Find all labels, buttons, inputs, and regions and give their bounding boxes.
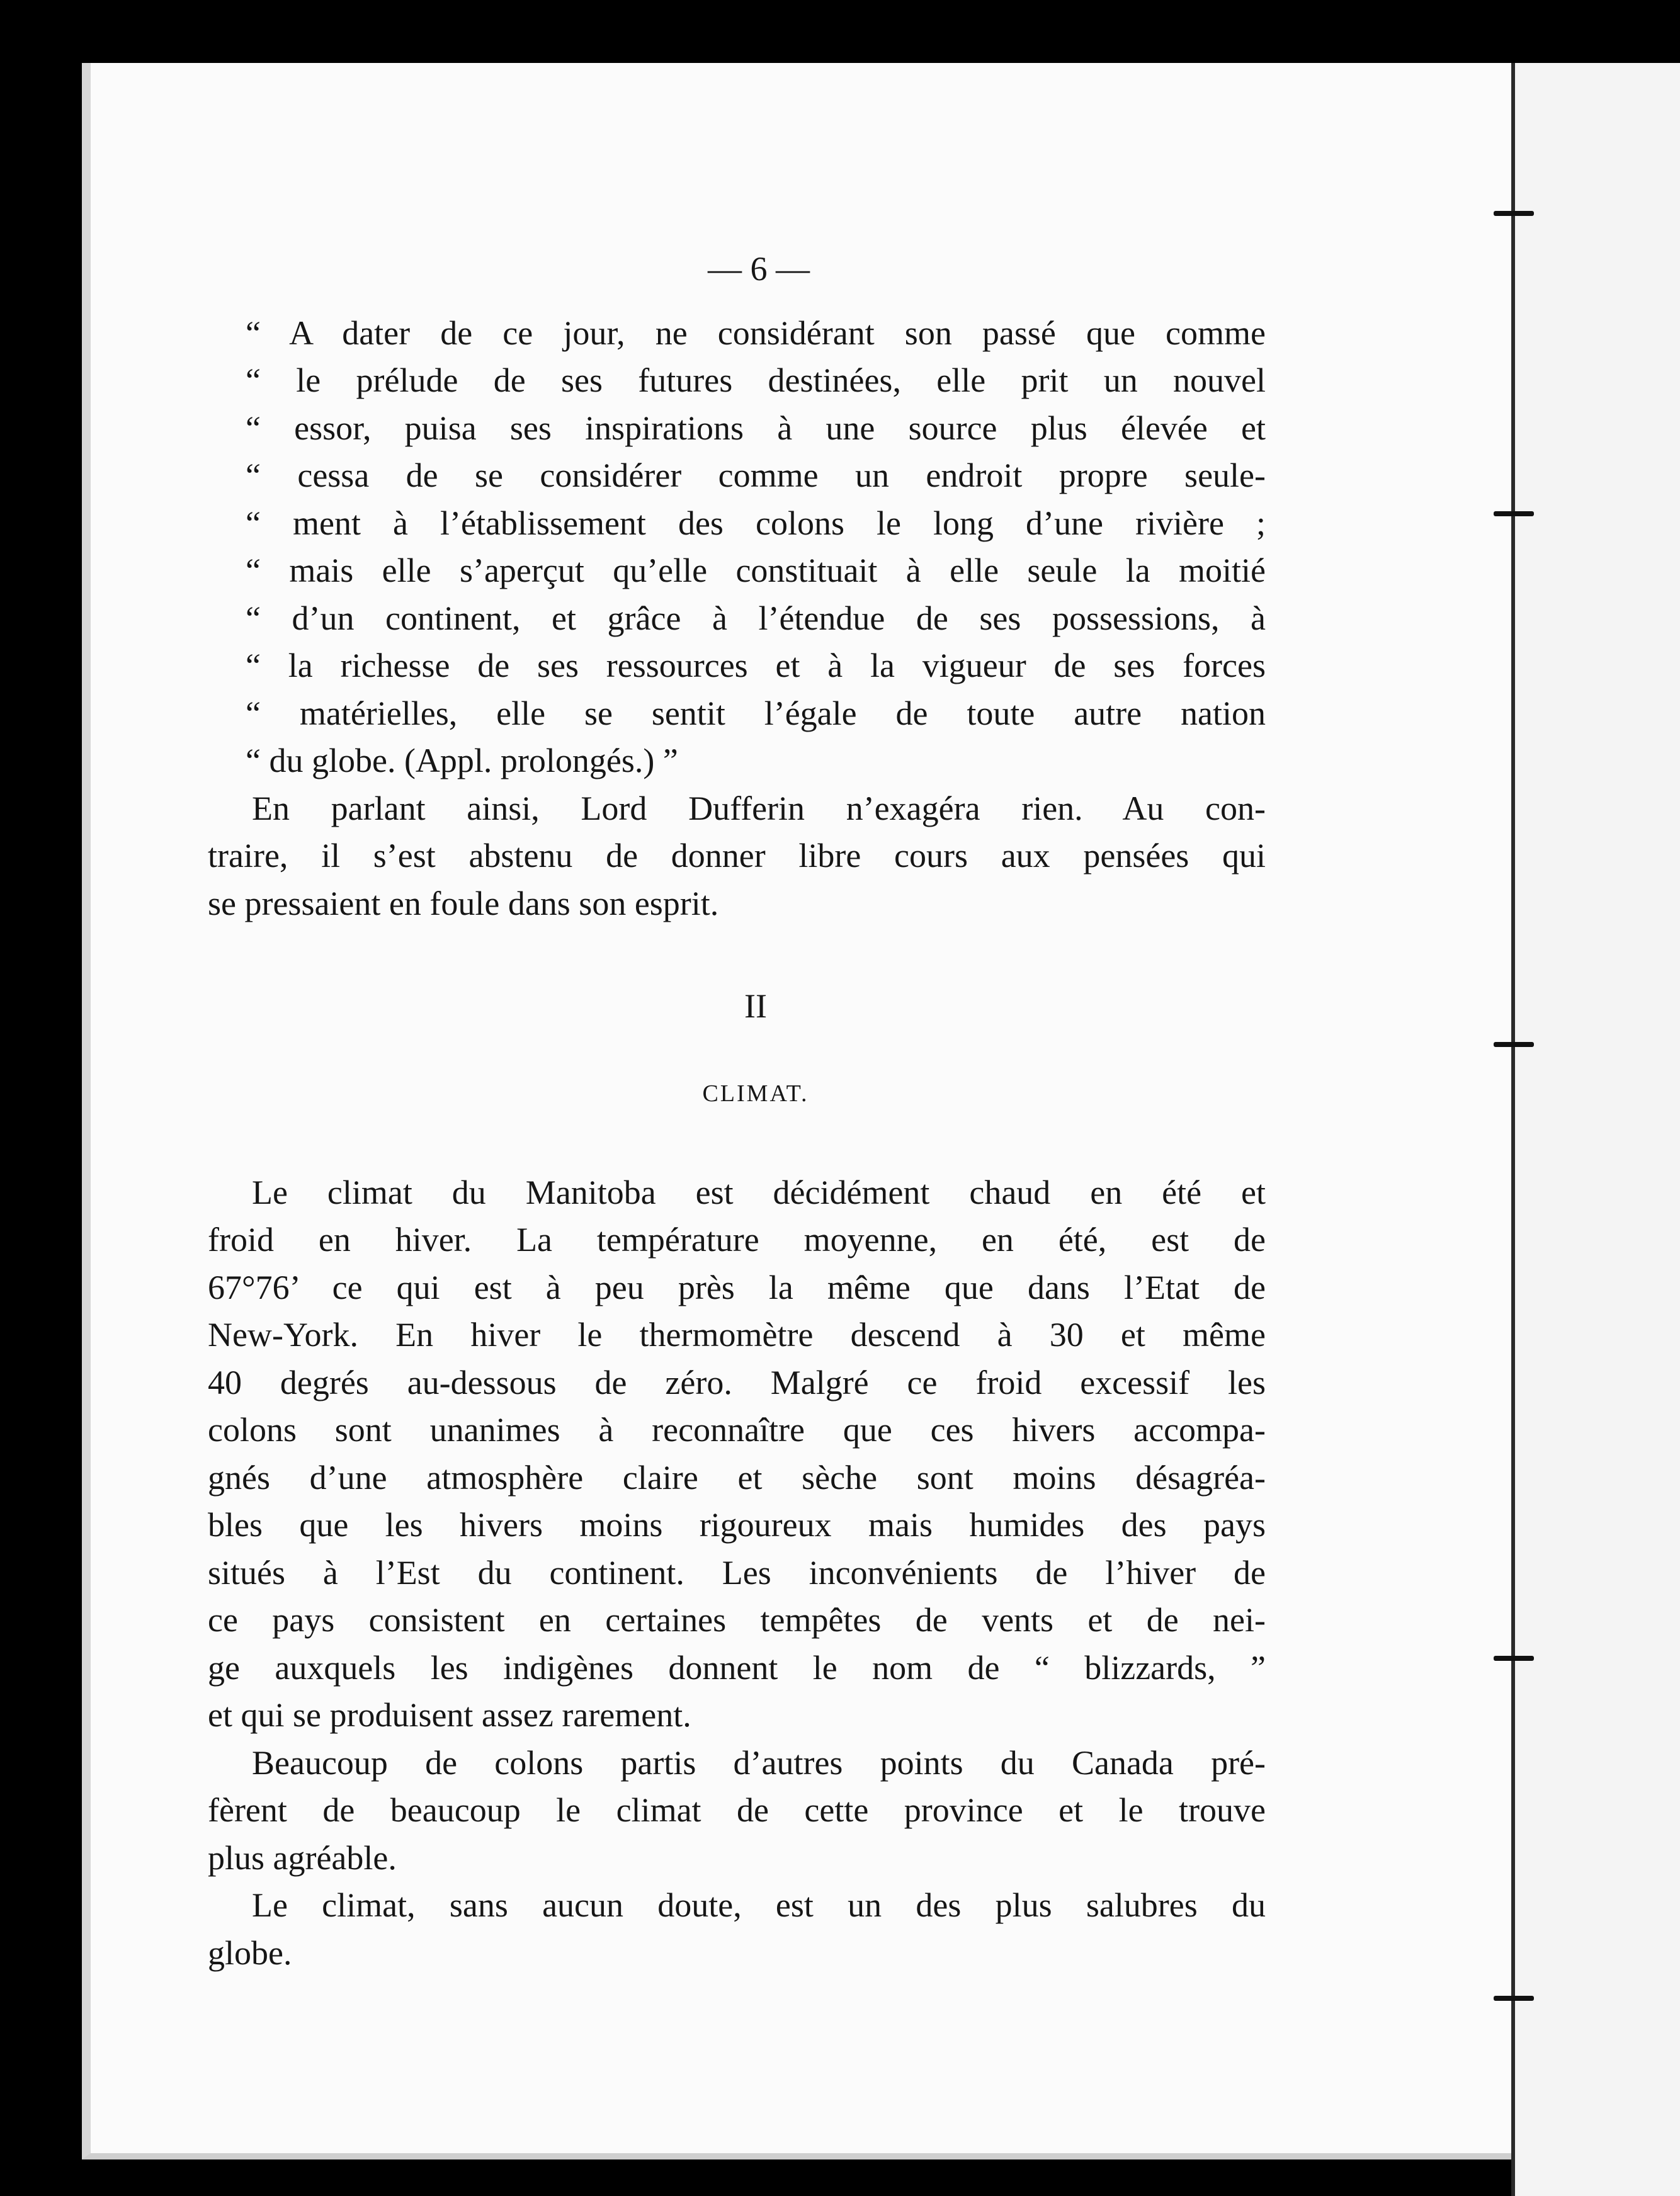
paragraph (208, 1740, 1266, 1882)
paragraph-line: traire, il s’est abstenu de donner libre cours aux pensées qui (208, 837, 1266, 874)
paragraph-line: 67°76’ ce qui est à peu près la même que dans l’Etat de (208, 1268, 1266, 1306)
paragraph-line: fèrent de beaucoup le climat de cette province et le trouve (208, 1791, 1266, 1829)
binding-tick (1494, 1656, 1534, 1661)
quote-line: “ essor, puisa ses inspirations à une source plus élevée et (246, 409, 1266, 447)
paragraph-line: New-York. En hiver le thermomètre descend à 30 et même (208, 1316, 1266, 1354)
paragraph-line: colons sont unanimes à reconnaître que ces hivers accompa- (208, 1411, 1266, 1449)
binding-tick (1494, 1996, 1534, 2001)
quote-line: “ matérielles, elle se sentit l’égale de toute autre nation (246, 694, 1266, 732)
paragraph-line: globe. (208, 1933, 292, 1972)
page-text (208, 246, 1266, 1977)
paragraph-line: froid en hiver. La température moyenne, en été, est de (208, 1221, 1266, 1259)
paragraph-line: bles que les hivers moins rigoureux mais humides des pays (208, 1506, 1266, 1544)
paragraph-line: 40 degrés au-dessous de zéro. Malgré ce froid excessif les (208, 1363, 1266, 1401)
quote-line: “ du globe. (Appl. prolongés.) ” (246, 742, 678, 779)
paragraph (208, 1882, 1266, 1977)
next-page-edge (1511, 63, 1680, 2196)
quotation (208, 310, 1266, 785)
paragraph-line: situés à l’Est du continent. Les inconvénients de l’hiver de (208, 1553, 1266, 1592)
binding-rule (1511, 63, 1515, 2196)
paragraph-line: et qui se produisent assez rarement. (208, 1696, 691, 1734)
binding-tick (1494, 1042, 1534, 1047)
paragraph-line: Le climat du Manitoba est décidément chaud en été et (252, 1173, 1266, 1211)
paragraph-line: plus agréable. (208, 1838, 397, 1877)
paragraph-line: ce pays consistent en certaines tempêtes de vents et de nei- (208, 1601, 1266, 1639)
paragraph (208, 785, 1266, 928)
quote-line: “ le prélude de ses futures destinées, elle prit un nouvel (246, 361, 1266, 399)
section-number: II (744, 987, 767, 1025)
paragraph-line: Le climat, sans aucun doute, est un des plus salubres du (252, 1886, 1266, 1924)
quote-line: “ A dater de ce jour, ne considérant son passé que comme (246, 314, 1266, 352)
section-title: CLIMAT. (702, 1080, 809, 1107)
quote-line: “ ment à l’établissement des colons le long d’une rivière ; (246, 504, 1266, 542)
paragraph-line: gnés d’une atmosphère claire et sèche sont moins désagréa- (208, 1458, 1266, 1497)
paragraph-line: ge auxquels les indigènes donnent le nom de “ blizzards, ” (208, 1648, 1266, 1687)
quote-line: “ cessa de se considérer comme un endroit propre seule- (246, 456, 1266, 494)
binding-tick (1494, 211, 1534, 216)
quote-line: “ la richesse de ses ressources et à la vigueur de ses forces (246, 647, 1266, 684)
paragraph (208, 1169, 1266, 1740)
quote-line: “ d’un continent, et grâce à l’étendue de ses possessions, à (246, 599, 1266, 637)
quote-line: “ mais elle s’aperçut qu’elle constituait à elle seule la moitié (246, 552, 1266, 589)
page-number: — 6 — (708, 250, 810, 288)
paragraph-line: En parlant ainsi, Lord Dufferin n’exagéra rien. Au con- (252, 789, 1266, 827)
paragraph-line: Beaucoup de colons partis d’autres points du Canada pré- (252, 1743, 1266, 1782)
binding-tick (1494, 511, 1534, 516)
paragraph-line: se pressaient en foule dans son esprit. (208, 884, 719, 922)
